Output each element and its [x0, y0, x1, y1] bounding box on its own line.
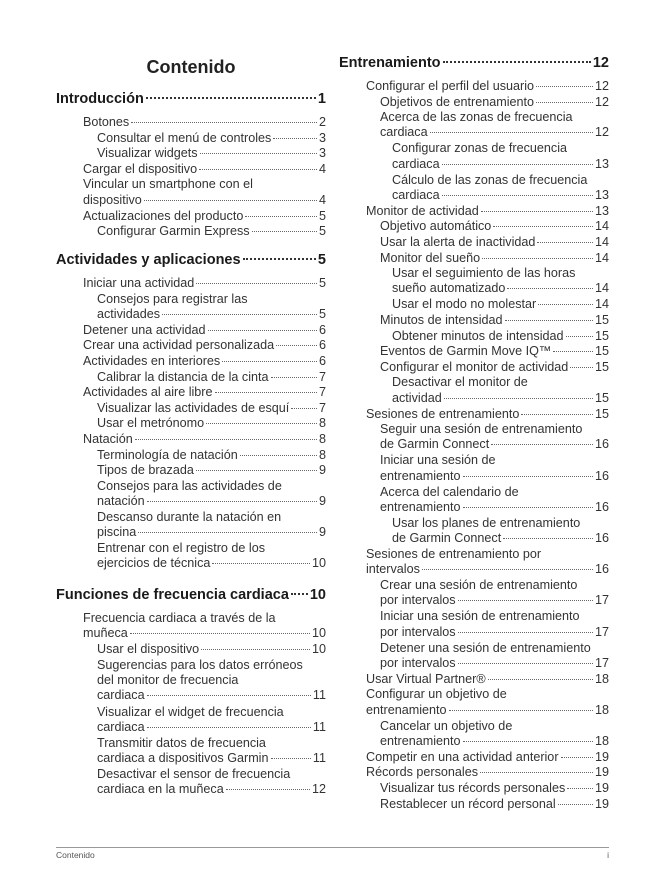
entry-title: entrenamiento: [366, 702, 447, 717]
entry-title-line: Sesiones de entrenamiento por: [366, 547, 542, 561]
dot-leader: [463, 507, 593, 508]
dot-leader: [276, 345, 317, 346]
entry-title-line: Usar el seguimiento de las horas: [392, 266, 576, 281]
entry-title-line: Consejos para las actividades de: [97, 478, 282, 493]
dot-leader: [537, 242, 593, 243]
chapter-title: Funciones de frecuencia cardiaca: [56, 587, 289, 603]
dot-leader: [147, 695, 311, 696]
dot-leader: [147, 727, 311, 728]
toc-entry[interactable]: [392, 375, 609, 406]
dot-leader: [567, 788, 593, 789]
dot-leader: [458, 663, 593, 664]
dot-leader: [430, 132, 593, 133]
entry-page-number: 14: [594, 219, 609, 234]
dot-leader: [271, 758, 311, 759]
toc-entry[interactable]: [380, 641, 609, 672]
toc-entry[interactable]: [392, 297, 609, 312]
entry-title: Terminología de natación: [97, 447, 238, 462]
entry-page-number: 15: [594, 328, 609, 343]
entry-page-number: 17: [594, 655, 609, 670]
entry-title: Monitor del sueño: [380, 250, 481, 265]
entry-title: actividades: [97, 306, 161, 321]
entry-page-number: 5: [318, 306, 326, 321]
entry-title: piscina: [97, 525, 137, 540]
dot-leader: [458, 600, 593, 601]
entry-page-number: 4: [318, 161, 326, 176]
entry-title: cardiaca en la muñeca: [97, 782, 224, 797]
toc-entry[interactable]: [97, 370, 326, 385]
toc-entry[interactable]: [366, 672, 609, 687]
chapter-title: Actividades y aplicaciones: [56, 252, 241, 268]
dot-leader: [422, 569, 593, 570]
dot-leader: [201, 649, 310, 650]
entry-title-line: Desactivar el sensor de frecuencia: [97, 767, 291, 781]
entry-title-line: Configurar zonas de frecuencia: [392, 141, 568, 156]
entry-page-number: 19: [594, 765, 609, 780]
toc-entry[interactable]: [83, 276, 326, 291]
entry-title: Visualizar tus récords personales: [380, 781, 566, 795]
toc-entry[interactable]: [83, 209, 326, 224]
dot-leader: [196, 283, 317, 284]
dot-leader: [196, 470, 317, 471]
toc-entry[interactable]: [366, 407, 609, 422]
toc-entry[interactable]: [392, 173, 609, 204]
entry-page-number: 10: [311, 626, 326, 641]
toc-entry[interactable]: [366, 79, 609, 94]
dot-leader: [442, 195, 593, 196]
dot-leader: [538, 304, 593, 305]
dot-leader: [536, 102, 593, 103]
dot-leader: [131, 122, 317, 123]
dot-leader: [208, 330, 317, 331]
entry-title: Restablecer un récord personal: [380, 796, 556, 811]
entry-title: natación: [97, 494, 145, 509]
dot-leader: [199, 169, 317, 170]
dot-leader: [481, 211, 593, 212]
toc-entry[interactable]: [83, 162, 326, 177]
entry-page-number: 5: [318, 224, 326, 239]
entry-page-number: 11: [312, 751, 326, 766]
entry-page-number: 13: [594, 187, 609, 202]
toc-entry[interactable]: [83, 354, 326, 369]
toc-chapter[interactable]: [56, 587, 326, 603]
entry-page-number: 14: [594, 250, 609, 265]
dot-leader: [162, 314, 317, 315]
dot-leader: [215, 392, 317, 393]
entry-title: Sesiones de entrenamiento: [366, 406, 520, 421]
entry-page-number: 16: [594, 531, 609, 546]
dot-leader: [570, 367, 593, 368]
footer-section-label: Contenido: [56, 850, 95, 860]
entry-page-number: 10: [311, 642, 326, 657]
dot-leader: [240, 455, 317, 456]
dot-leader: [135, 439, 317, 440]
entry-title: Botones: [83, 115, 130, 129]
toc-chapter[interactable]: [339, 55, 609, 71]
entry-title: de Garmin Connect: [392, 531, 502, 546]
toc-entry[interactable]: [380, 219, 609, 234]
entry-page-number: 4: [318, 192, 326, 207]
entry-title: cardiaca: [97, 719, 145, 734]
toc-entry[interactable]: [380, 609, 609, 640]
toc-entry[interactable]: [83, 432, 326, 447]
entry-title-line: Vincular un smartphone con el: [83, 177, 253, 192]
dot-leader: [493, 226, 593, 227]
entry-title-line: Acerca del calendario de: [380, 484, 519, 499]
toc-entry[interactable]: [380, 95, 609, 110]
entry-title: Configurar el perfil del usuario: [366, 79, 535, 93]
toc-entry[interactable]: [97, 416, 326, 431]
dot-leader: [130, 633, 310, 634]
entry-title: Consultar el menú de controles: [97, 130, 272, 145]
entry-page-number: 2: [318, 115, 326, 129]
entry-page-number: 17: [594, 624, 609, 639]
dot-leader: [566, 336, 593, 337]
dot-leader: [463, 476, 593, 477]
entry-page-number: 14: [594, 235, 609, 249]
entry-title: entrenamiento: [380, 733, 461, 748]
toc-entry[interactable]: [97, 767, 326, 798]
toc-entry[interactable]: [97, 146, 326, 161]
toc-entry[interactable]: [392, 266, 609, 297]
toc-entry[interactable]: [97, 448, 326, 463]
toc-entry[interactable]: [380, 781, 609, 796]
entry-title-line: Acerca de las zonas de frecuencia: [380, 110, 573, 125]
entry-page-number: 13: [594, 203, 609, 218]
footer-page-number: i: [607, 850, 609, 860]
toc-entry[interactable]: [97, 479, 326, 510]
dot-leader: [226, 789, 310, 790]
dot-leader: [271, 377, 317, 378]
dot-leader: [482, 258, 593, 259]
entry-page-number: 12: [594, 94, 609, 109]
entry-title: ejercicios de técnica: [97, 556, 211, 571]
toc-entry[interactable]: [366, 765, 609, 780]
dot-leader: [521, 414, 593, 415]
toc-entry[interactable]: [366, 687, 609, 718]
entry-title-line: Cálculo de las zonas de frecuencia: [392, 172, 588, 187]
chapter-title: Entrenamiento: [339, 55, 441, 71]
entry-title: Usar el metrónomo: [97, 416, 205, 431]
entry-title-line: Crear una sesión de entrenamiento: [380, 578, 578, 593]
toc-entry[interactable]: [380, 313, 609, 328]
toc-entry[interactable]: [97, 292, 326, 323]
entry-title: Récords personales: [366, 765, 479, 780]
toc-chapter[interactable]: [56, 91, 326, 107]
dot-leader: [138, 532, 317, 533]
entry-title: Actividades al aire libre: [83, 385, 213, 400]
entry-page-number: 17: [594, 593, 609, 608]
toc-entry[interactable]: [83, 323, 326, 338]
toc-entry[interactable]: [97, 463, 326, 478]
toc-entry[interactable]: [380, 422, 609, 453]
entry-title: Actividades en interiores: [83, 354, 221, 368]
dot-leader: [536, 86, 593, 87]
entry-page-number: 14: [594, 297, 609, 312]
toc-entry[interactable]: [380, 360, 609, 375]
entry-title: Usar el modo no molestar: [392, 297, 537, 312]
toc-entry[interactable]: [97, 510, 326, 541]
toc-entry[interactable]: [380, 719, 609, 750]
dot-leader: [488, 679, 593, 680]
toc-entry[interactable]: [392, 329, 609, 344]
dot-leader: [491, 444, 593, 445]
toc-entry[interactable]: [380, 235, 609, 250]
toc-entry[interactable]: [97, 736, 326, 767]
entry-title: Visualizar widgets: [97, 146, 198, 161]
entry-page-number: 16: [594, 562, 609, 577]
chapter-title: Introducción: [56, 91, 144, 107]
dot-leader: [507, 288, 593, 289]
dot-leader: [291, 593, 308, 595]
toc-entry[interactable]: [97, 658, 326, 704]
entry-page-number: 10: [311, 556, 326, 571]
entry-page-number: 14: [594, 281, 609, 296]
chapter-page-number: 1: [317, 91, 326, 107]
dot-leader: [222, 361, 317, 362]
chapter-page-number: 12: [592, 55, 609, 71]
entry-page-number: 15: [594, 359, 609, 374]
entry-page-number: 5: [318, 276, 326, 290]
entry-title: cardiaca: [97, 688, 145, 703]
entry-title-line: Detener una sesión de entrenamiento: [380, 640, 591, 655]
entry-page-number: 15: [594, 390, 609, 405]
entry-title-line: Sugerencias para los datos erróneos: [97, 657, 303, 672]
toc-entry[interactable]: [380, 485, 609, 516]
entry-title-line: Seguir una sesión de entrenamiento: [380, 422, 583, 437]
entry-title-line: Iniciar una sesión de: [380, 453, 496, 468]
entry-title: Detener una actividad: [83, 322, 206, 337]
dot-leader: [147, 501, 317, 502]
entry-title: Usar la alerta de inactividad: [380, 235, 536, 249]
toc-entry[interactable]: [366, 204, 609, 219]
dot-leader: [449, 710, 593, 711]
toc-entry[interactable]: [392, 141, 609, 172]
dot-leader: [558, 804, 593, 805]
entry-title: Monitor de actividad: [366, 203, 479, 218]
toc-entry[interactable]: [83, 177, 326, 208]
entry-page-number: 16: [594, 437, 609, 452]
entry-title: entrenamiento: [380, 468, 461, 483]
entry-title-line: Desactivar el monitor de: [392, 375, 528, 390]
toc-entry[interactable]: [97, 224, 326, 239]
entry-page-number: 3: [318, 130, 326, 145]
dot-leader: [200, 153, 317, 154]
dot-leader: [553, 351, 593, 352]
entry-page-number: 9: [318, 525, 326, 540]
entry-page-number: 6: [318, 338, 326, 353]
entry-title: Crear una actividad personalizada: [83, 338, 275, 353]
entry-page-number: 9: [318, 494, 326, 509]
entry-title-line: Configurar un objetivo de: [366, 687, 507, 702]
dot-leader: [252, 231, 317, 232]
entry-title: Usar Virtual Partner®: [366, 671, 486, 686]
entry-page-number: 7: [318, 400, 326, 415]
entry-title: cardiaca a dispositivos Garmin: [97, 751, 269, 766]
entry-title: Usar el dispositivo: [97, 642, 200, 657]
entry-page-number: 13: [594, 156, 609, 171]
dot-leader: [503, 538, 593, 539]
entry-title: Configurar el monitor de actividad: [380, 359, 569, 374]
chapter-page-number: 5: [317, 252, 326, 268]
toc-entry[interactable]: [83, 385, 326, 400]
entry-page-number: 19: [594, 781, 609, 795]
entry-title: Visualizar las actividades de esquí: [97, 400, 290, 415]
entry-title: Eventos de Garmin Move IQ™: [380, 344, 552, 359]
entry-page-number: 18: [594, 733, 609, 748]
entry-title: dispositivo: [83, 192, 142, 207]
entry-page-number: 16: [594, 468, 609, 483]
toc-entry[interactable]: [380, 578, 609, 609]
entry-title-line: del monitor de frecuencia: [97, 673, 239, 688]
entry-page-number: 11: [312, 688, 326, 703]
dot-leader: [505, 320, 593, 321]
entry-title: actividad: [392, 390, 442, 405]
entry-title: Tipos de brazada: [97, 463, 194, 478]
toc-entry[interactable]: [97, 541, 326, 572]
toc-entry[interactable]: [97, 401, 326, 416]
entry-title-line: Visualizar el widget de frecuencia: [97, 704, 284, 719]
entry-title: intervalos: [366, 562, 420, 577]
entry-title: Iniciar una actividad: [83, 276, 195, 290]
entry-title: cardiaca: [392, 187, 440, 202]
toc-entry[interactable]: [83, 338, 326, 353]
entry-title-line: Transmitir datos de frecuencia: [97, 735, 266, 750]
dot-leader: [273, 138, 317, 139]
toc-entry[interactable]: [97, 642, 326, 657]
entry-title-line: Entrenar con el registro de los: [97, 541, 266, 556]
dot-leader: [144, 200, 317, 201]
dot-leader: [243, 258, 316, 260]
entry-title-line: Consejos para registrar las: [97, 291, 248, 306]
entry-page-number: 15: [594, 406, 609, 421]
entry-title: Minutos de intensidad: [380, 313, 503, 327]
entry-title: cardiaca: [380, 125, 428, 140]
entry-title: Cargar el dispositivo: [83, 161, 198, 176]
toc-entry[interactable]: [83, 115, 326, 130]
entry-title-line: Usar los planes de entrenamiento: [392, 515, 581, 530]
entry-title-line: Iniciar una sesión de entrenamiento: [380, 609, 580, 624]
dot-leader: [561, 757, 593, 758]
footer-divider: [56, 847, 609, 848]
entry-title: por intervalos: [380, 593, 456, 608]
dot-leader: [206, 423, 317, 424]
entry-title: de Garmin Connect: [380, 437, 490, 452]
toc-entry[interactable]: [380, 251, 609, 266]
toc-entry[interactable]: [380, 797, 609, 812]
dot-leader: [146, 97, 316, 99]
entry-page-number: 16: [594, 499, 609, 514]
entry-title: muñeca: [83, 626, 128, 641]
toc-title: Contenido: [146, 57, 236, 77]
dot-leader: [480, 772, 593, 773]
entry-page-number: 12: [594, 79, 609, 93]
entry-title: Natación: [83, 432, 133, 446]
entry-page-number: 19: [594, 749, 609, 764]
entry-title: por intervalos: [380, 655, 456, 670]
entry-title-line: Frecuencia cardiaca a través de la: [83, 611, 276, 625]
toc-entry[interactable]: [380, 453, 609, 484]
entry-title: Obtener minutos de intensidad: [392, 328, 564, 343]
toc-entry[interactable]: [380, 344, 609, 359]
dot-leader: [291, 408, 317, 409]
entry-page-number: 5: [318, 208, 326, 223]
entry-page-number: 7: [318, 385, 326, 400]
entry-page-number: 6: [318, 322, 326, 337]
dot-leader: [458, 632, 593, 633]
entry-title: Objetivos de entrenamiento: [380, 94, 535, 109]
entry-title: Competir en una actividad anterior: [366, 749, 559, 764]
entry-page-number: 15: [594, 313, 609, 327]
entry-page-number: 7: [318, 369, 326, 384]
entry-page-number: 8: [318, 432, 326, 446]
entry-title: entrenamiento: [380, 499, 461, 514]
entry-title: Configurar Garmin Express: [97, 224, 250, 239]
entry-title-line: Descanso durante la natación en: [97, 510, 282, 524]
toc-chapter[interactable]: [56, 252, 326, 268]
entry-page-number: 12: [594, 125, 609, 140]
entry-page-number: 15: [594, 344, 609, 359]
dot-leader: [443, 61, 591, 63]
entry-title: cardiaca: [392, 156, 440, 171]
entry-page-number: 8: [318, 416, 326, 431]
entry-title: sueño automatizado: [392, 281, 506, 296]
entry-page-number: 19: [594, 796, 609, 811]
dot-leader: [212, 563, 310, 564]
toc-entry[interactable]: [83, 611, 326, 642]
dot-leader: [463, 741, 593, 742]
toc-entry[interactable]: [366, 750, 609, 765]
entry-page-number: 18: [594, 671, 609, 686]
toc-entry[interactable]: [97, 131, 326, 146]
toc-entry[interactable]: [392, 516, 609, 547]
entry-title: Calibrar la distancia de la cinta: [97, 369, 269, 384]
dot-leader: [442, 164, 593, 165]
entry-page-number: 3: [318, 146, 326, 161]
entry-page-number: 6: [318, 354, 326, 368]
entry-title: Actualizaciones del producto: [83, 208, 244, 223]
toc-entry[interactable]: [366, 547, 609, 578]
entry-title: Objetivo automático: [380, 219, 492, 234]
chapter-page-number: 10: [309, 587, 326, 603]
entry-page-number: 12: [311, 782, 326, 797]
entry-title-line: Cancelar un objetivo de: [380, 718, 513, 733]
entry-page-number: 18: [594, 702, 609, 717]
entry-page-number: 8: [318, 447, 326, 462]
entry-title: por intervalos: [380, 624, 456, 639]
toc-entry[interactable]: [380, 110, 609, 141]
entry-page-number: 9: [318, 463, 326, 478]
dot-leader: [444, 398, 593, 399]
dot-leader: [245, 216, 317, 217]
entry-page-number: 11: [312, 719, 326, 734]
toc-entry[interactable]: [97, 705, 326, 736]
